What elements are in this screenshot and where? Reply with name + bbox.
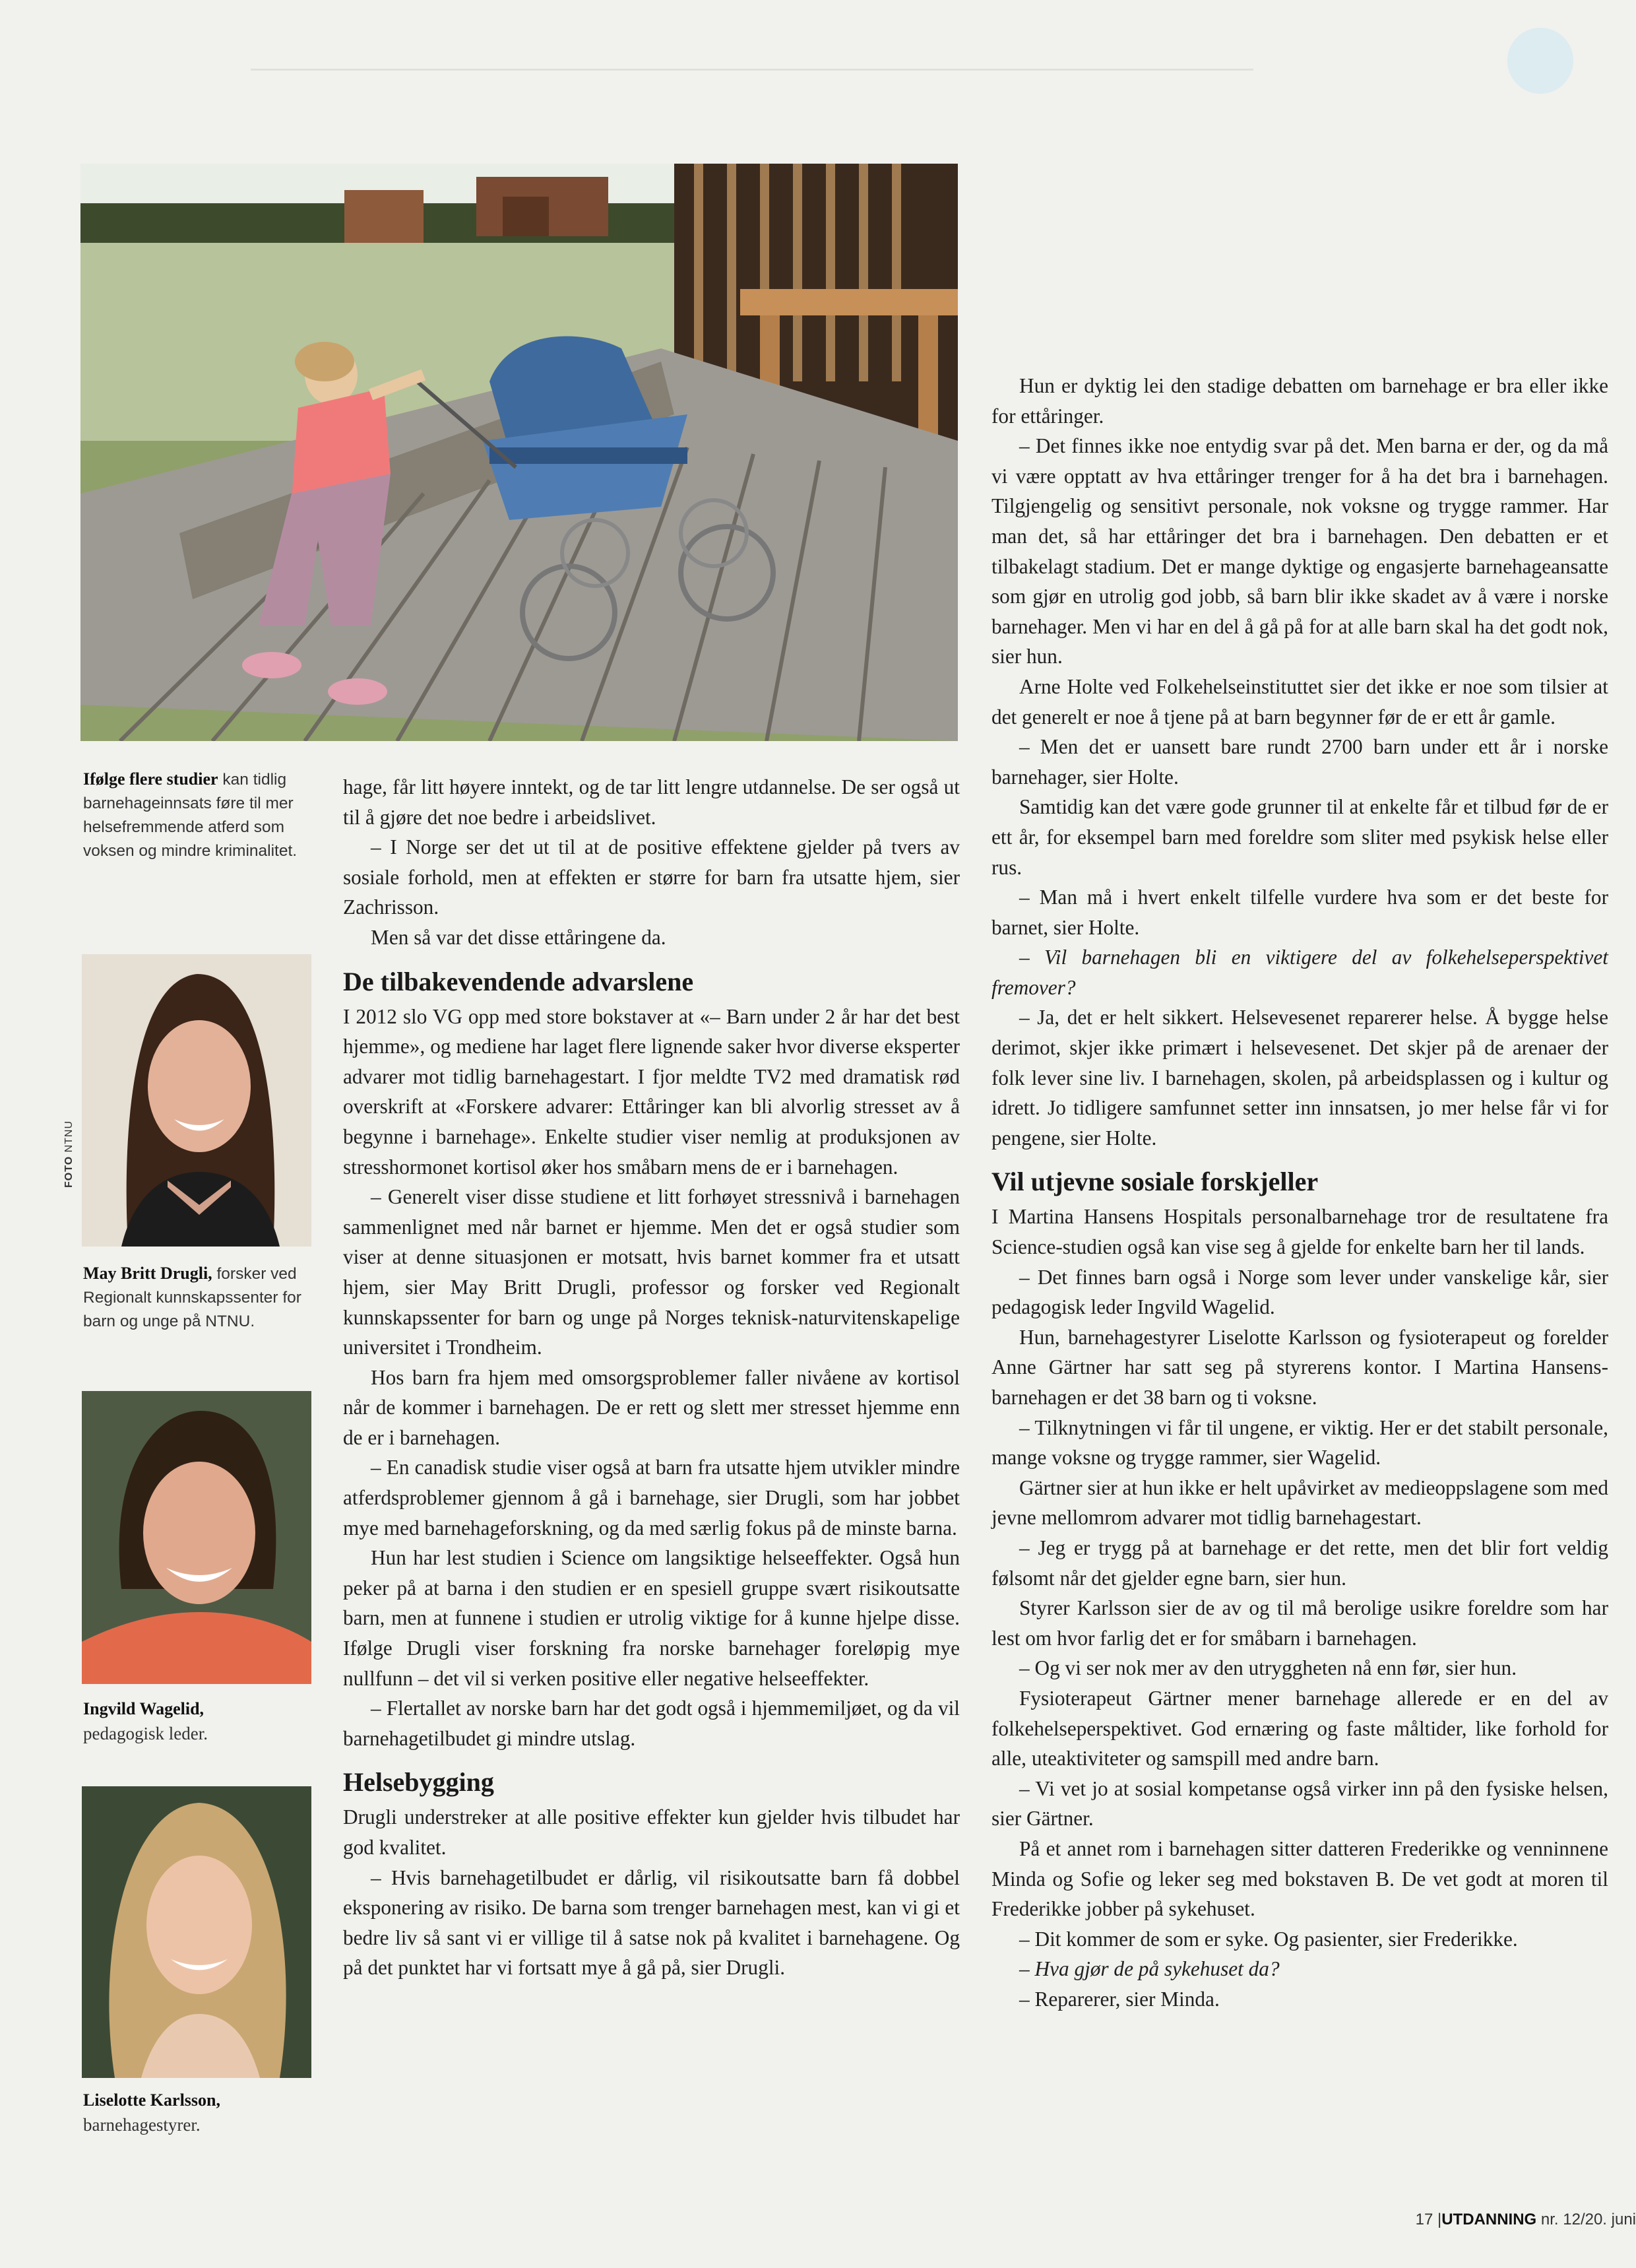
article-paragraph: – Man må i hvert enkelt tilfelle vurdere hva som er det beste for barnet, sier Holte. <box>991 886 1608 939</box>
caption-lead: Ifølge flere studier <box>83 769 218 789</box>
drugli-role: forsker ved Regionalt kunnskapssenter for barn og unge på NTNU. <box>83 1265 301 1330</box>
interview-question: – Vil barnehagen bli en viktigere del av folkehelseperspektivet fremover? <box>991 946 1608 999</box>
portrait-karlsson <box>82 1786 311 2078</box>
article-paragraph: – Jeg er trygg på at barnehage er det rette, men det blir fort veldig følsomt når det gjelder egne barn, sier hun. <box>991 1536 1608 1590</box>
section-heading: Helsebygging <box>343 1767 494 1798</box>
article-paragraph: På et annet rom i barnehagen sitter datteren Frederikke og venninnene Minda og Sofie og leker seg med bokstaven B. De vet godt at moren til Frederikke jobber på sykehuset. <box>991 1836 1608 1921</box>
article-paragraph: – En canadisk studie viser også at barn fra utsatte hjem utvikler mindre atferdsproblemer gjennom å gå i barnehage, sier Drugli, som har jobbet mye med barnehageforskning, og da med særlig fokus på de minste barna. <box>343 1456 960 1539</box>
article-paragraph: – Det finnes ikke noe entydig svar på det. Men barna er der, og da må vi være opptatt av hva ettåringer trenger for å ha det bra i barnehagen. Tilgjengelig og sensitivt personale, nok voksne og trygge rammer. Har man det, så har ettåringer det bra i barnehagen. Den debatten er et tilbakelagt stadium. Det er mange dyktige og engasjerte barnehageansatte som gjør en utrolig god jobb, så barn blir ikke skadet av å være i norske barnehager. Men vi har en del å gå på for at alle barn skal ha det godt nok, sier hun. <box>991 434 1608 668</box>
article-paragraph: Men så var det disse ettåringene da. <box>371 925 666 949</box>
issue-info: nr. 12/20. juni <box>1540 2211 1636 2228</box>
caption-text: kan tidlig barnehageinnsats føre til mer helsefremmende atferd som voksen og mindre kriminalitet. <box>83 771 298 860</box>
article-paragraph: – Flertallet av norske barn har det godt også i hjemmemiljøet, og da vil barnehagetilbudet gi mindre utslag. <box>343 1697 960 1750</box>
article-paragraph: hage, får litt høyere inntekt, og de tar litt lengre utdannelse. De ser også ut til å gjøre det noe bedre i arbeidslivet. <box>343 775 960 829</box>
page-number: 17 <box>1415 2211 1433 2228</box>
wagelid-name: Ingvild Wagelid, <box>83 1699 204 1718</box>
article-paragraph: Samtidig kan det være gode grunner til at enkelte får et tilbud før de er ett år, for eksempel barn med foreldre som sliter med psykisk helse eller rus. <box>991 795 1608 879</box>
portrait-wagelid <box>82 1391 311 1684</box>
article-paragraph: Styrer Karlsson sier de av og til må berolige usikre foreldre som har lest om hvor farlig det er for småbarn i barnehagen. <box>991 1596 1608 1650</box>
article-paragraph: – Generelt viser disse studiene et litt forhøyet stressnivå i barnehagen sammenlignet med når barnet er hjemme. Men det er også studier som viser at denne situasjonen er motsatt, hvis barnet kommer fra et utsatt hjem, sier May Britt Drugli, professor og forsker ved Regionalt kunnskapssenter for barn og unge på Norges teknisk-naturvitenskapelige universitet i Trondheim. <box>343 1185 960 1359</box>
photo-credit-source: NTNU <box>63 1120 75 1153</box>
article-paragraph: Hos barn fra hjem med omsorgsproblemer faller nivåene av kortisol når de kommer i barnehagen. De er rett og slett mer stresset hjemme enn de er i barnehagen. <box>343 1365 960 1449</box>
article-paragraph: Arne Holte ved Folkehelseinstituttet sier det ikke er noe som tilsier at det generelt er noe å tjene på at barn begynner før de er ett år gamle. <box>991 674 1608 729</box>
karlsson-name: Liselotte Karlsson, <box>83 2090 220 2110</box>
article-paragraph: – I Norge ser det ut til at de positive effektene gjelder på tvers av sosiale forhold, men at effekten er større for barn fra utsatte hjem, sier Zachrisson. <box>343 835 960 919</box>
karlsson-caption <box>83 2089 307 2138</box>
article-paragraph: – Men det er uansett bare rundt 2700 barn under ett år i norske barnehager, sier Holte. <box>991 735 1608 789</box>
portrait-drugli <box>82 954 311 1247</box>
article-paragraph: Fysioterapeut Gärtner mener barnehage allerede er en del av folkehelseperspektivet. God ernæring og faste måltider, like forhold for alle, uteaktiviteter og samspill med andre barn. <box>991 1686 1608 1770</box>
drugli-name: May Britt Drugli, <box>83 1264 212 1283</box>
wagelid-role: pedagogisk leder. <box>83 1724 208 1743</box>
article-paragraph: Hun, barnehagestyrer Liselotte Karlsson og fysioterapeut og forelder Anne Gärtner har satt seg på styrerens kontor. I Martina Hansens-barnehagen er det 38 barn og ti voksne. <box>991 1325 1608 1409</box>
article-paragraph: – Reparerer, sier Minda. <box>1019 1987 1220 2011</box>
magazine-name: UTDANNING <box>1441 2211 1537 2228</box>
drugli-caption <box>83 1262 307 1334</box>
article-paragraph: – Ja, det er helt sikkert. Helsevesenet reparerer helse. Å bygge helse derimot, skjer ikke primært i helsevesenet. Det skjer på de arenaer der folk lever sine liv. I barnehagen, skolen, på arbeidsplassen og i kultur og idrett. Jo tidligere samfunnet setter inn innsatsen, jo mer helse får vi for pengene, sier Holte. <box>991 1006 1608 1150</box>
article-paragraph: – Dit kommer de som er syke. Og pasienter, sier Frederikke. <box>1019 1927 1518 1951</box>
article-paragraph: I 2012 slo VG opp med store bokstaver at «– Barn under 2 år har det best hjemme», og mediene har laget flere lignende saker hvor diverse eksperter advarer mot tidlig barnehagestart. I fjor meldte TV2 med dramatisk rød overskrift at «Forskere advarer: Ettåringer kan bli alvorlig stresset av å begynne i barnehage». Enkelte studier viser nemlig at produksjonen av stresshormonet kortisol øker hos småbarn mens de er i barnehagen. <box>343 1004 960 1179</box>
wagelid-caption <box>83 1697 307 1747</box>
article-paragraph: – Tilknytningen vi får til ungene, er viktig. Her er det stabilt personale, mange voksne og trygge rammer, sier Wagelid. <box>991 1415 1608 1470</box>
article-paragraph: Gärtner sier at hun ikke er helt upåvirket av medieoppslagene som med jevne mellomrom advarer mot tidlig barnehagestart. <box>991 1475 1608 1530</box>
interview-question: – Hva gjør de på sykehuset da? <box>1019 1957 1280 1981</box>
footer-separator: | <box>1437 2211 1442 2228</box>
page-footer <box>1416 2211 1636 2229</box>
main-photo-caption <box>83 767 311 863</box>
article-paragraph: – Og vi ser nok mer av den utryggheten nå enn før, sier hun. <box>1019 1656 1517 1680</box>
article-paragraph: I Martina Hansens Hospitals personalbarnehage tror de resultatene fra Science-studien også kan vise seg å gjelde for enkelte barn her til lands. <box>991 1205 1608 1259</box>
article-paragraph: Hun er dyktig lei den stadige debatten om barnehage er bra eller ikke for ettåringer. <box>991 374 1608 428</box>
photo-credit <box>63 1120 75 1188</box>
photo-credit-label: FOTO <box>63 1155 75 1188</box>
main-photo <box>80 164 958 741</box>
bleed-through-circle <box>1507 28 1573 94</box>
article-paragraph: – Det finnes barn også i Norge som lever under vanskelige kår, sier pedagogisk leder Ingvild Wagelid. <box>991 1265 1608 1319</box>
section-heading: Vil utjevne sosiale forskjeller <box>991 1167 1319 1197</box>
article-column-middle <box>343 772 960 1983</box>
article-column-right <box>991 371 1608 2014</box>
bleed-through-rule <box>251 69 1253 71</box>
article-paragraph: Hun har lest studien i Science om langsiktige helseeffekter. Også hun peker på at barna i den studien er en spesiell gruppe svært risikoutsatte barn, men at funnene i studien er utrolig viktige for å kunne hjelpe disse. Ifølge Drugli viser forskning fra norske barnehager foreløpig mye nullfunn – det vil si verken positive eller negative helseeffekter. <box>343 1546 960 1690</box>
section-heading: De tilbakevendende advarslene <box>343 966 694 996</box>
karlsson-role: barnehagestyrer. <box>83 2115 201 2135</box>
article-paragraph: – Hvis barnehagetilbudet er dårlig, vil risikoutsatte barn få dobbel eksponering av risiko. De barna som trenger barnehagen mest, kan vi gi et bedre liv så sant vi er villige til å satse nok på kvalitet i barnehagene. Og på det punktet har vi fortsatt mye å gå på, sier Drugli. <box>343 1865 960 1980</box>
article-paragraph: – Vi vet jo at sosial kompetanse også virker inn på den fysiske helsen, sier Gärtner. <box>991 1776 1608 1831</box>
article-paragraph: Drugli understreker at alle positive effekter kun gjelder hvis tilbudet har god kvalitet. <box>343 1805 960 1859</box>
